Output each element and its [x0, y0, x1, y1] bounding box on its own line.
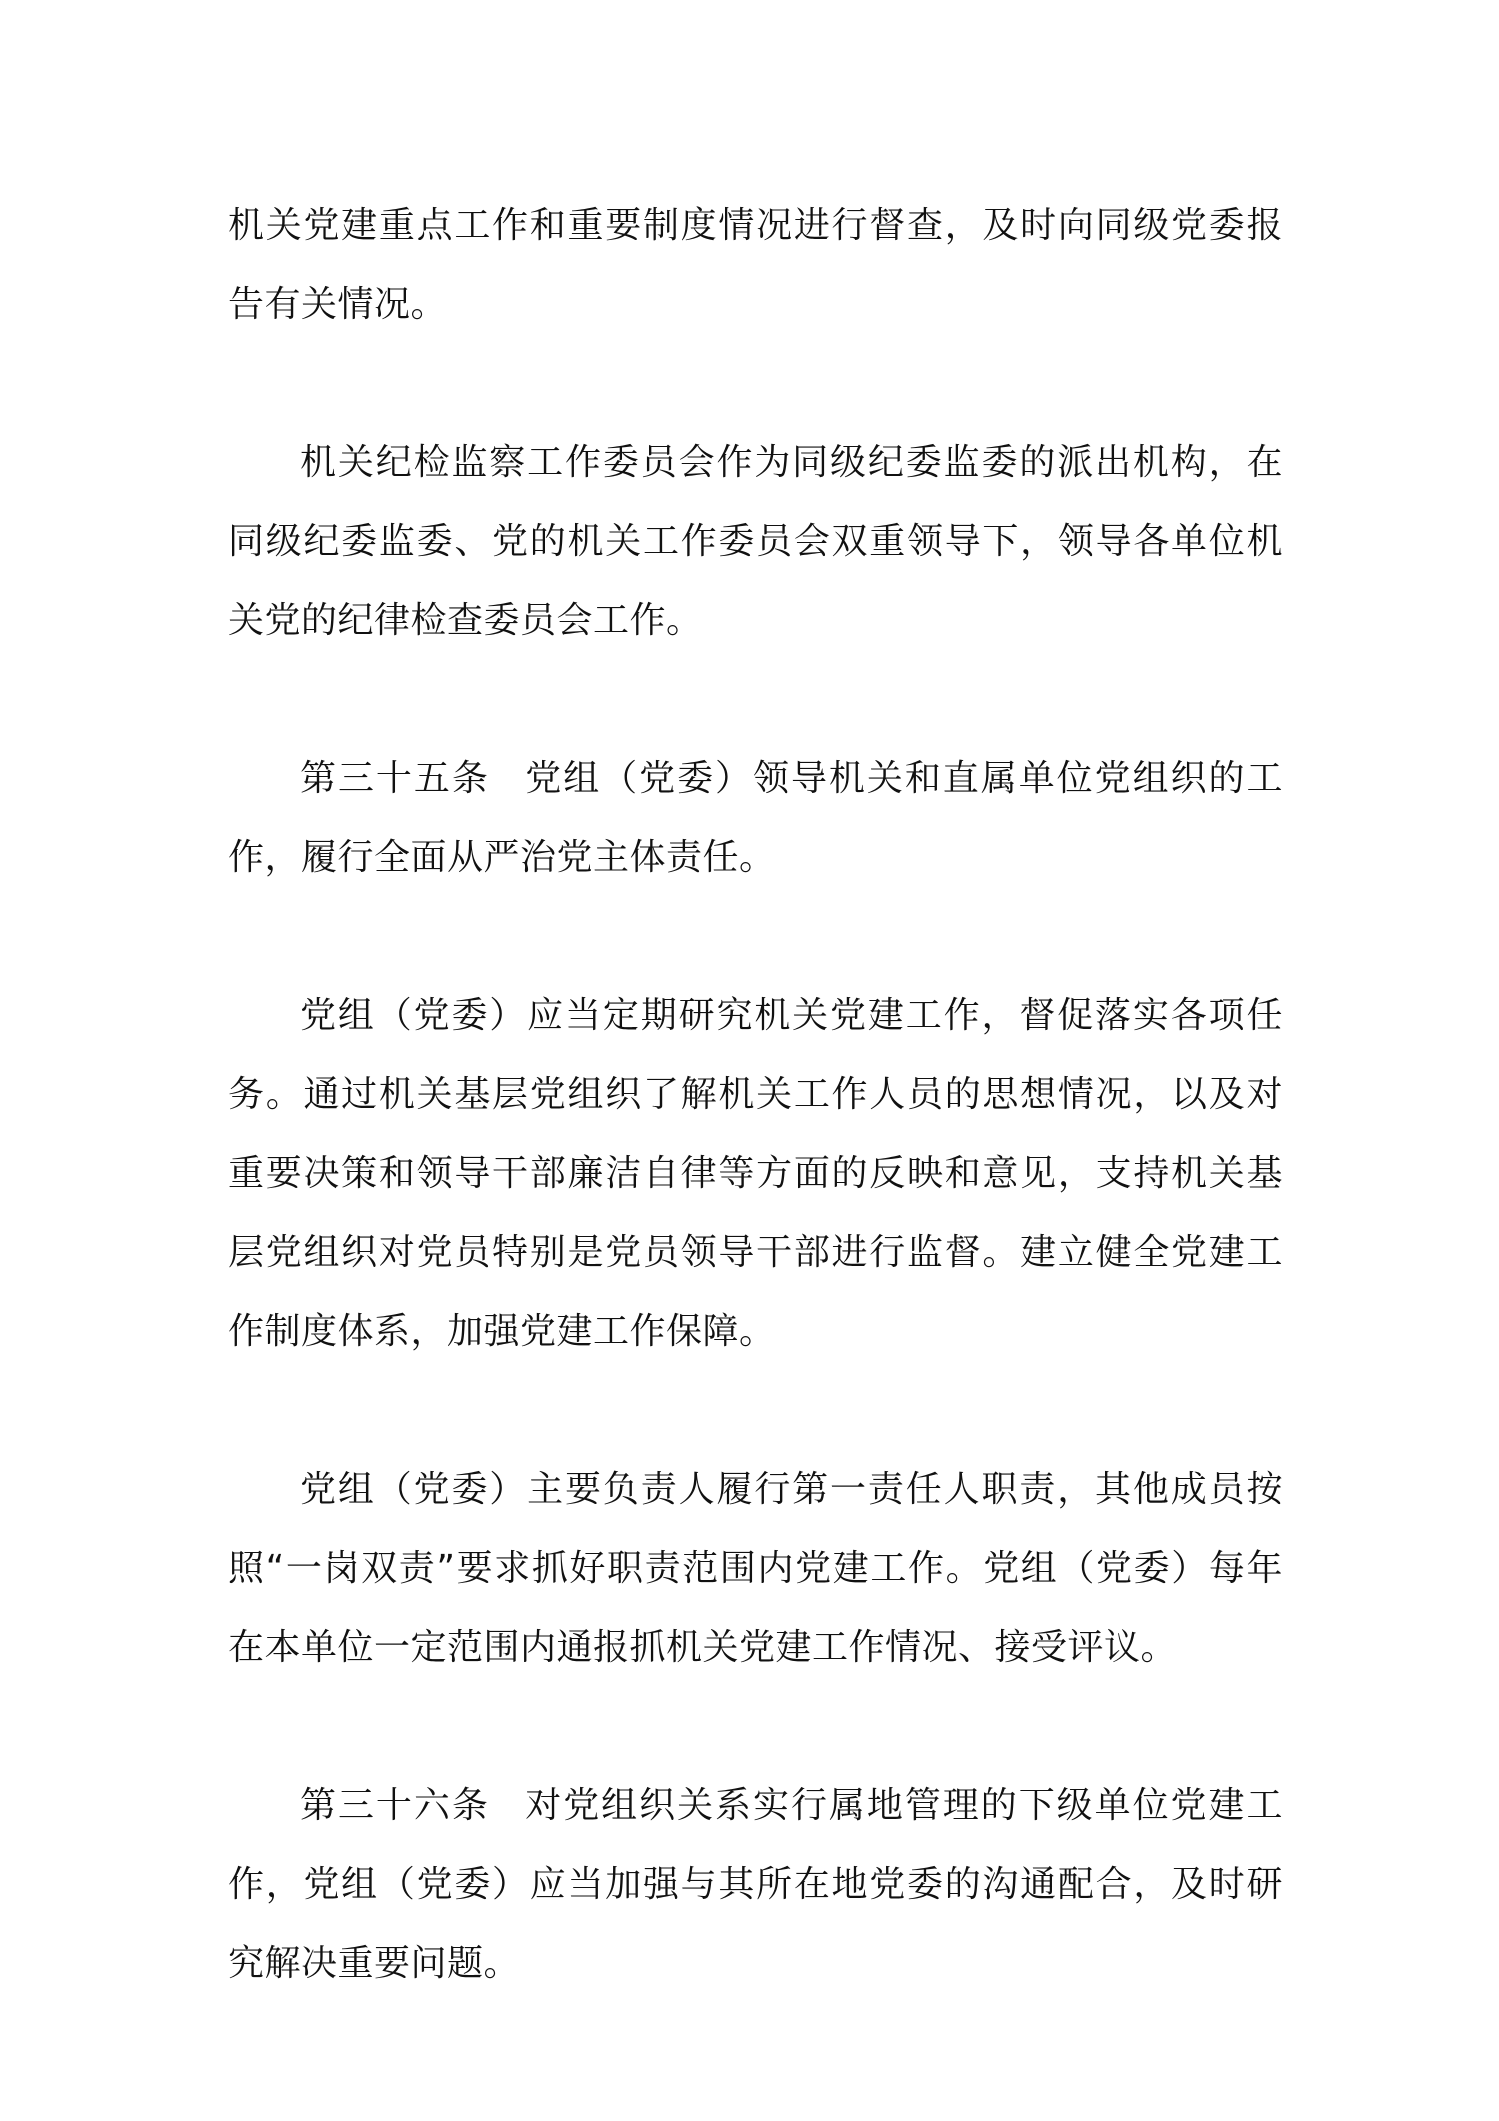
- paragraph-gap: [228, 1687, 1283, 1766]
- paragraph-continuation: [228, 186, 1283, 344]
- document-body: [228, 186, 1283, 2003]
- paragraph-text: 党组（党委）领导机关和直属单位党组织的工作，履行全面从严治党主体责任。: [228, 758, 1283, 878]
- paragraph-gap: [228, 1371, 1283, 1450]
- paragraph-party-group-duties: [228, 976, 1283, 1371]
- paragraph-gap: [228, 344, 1283, 423]
- article-number: 第三十六条: [300, 1785, 490, 1826]
- paragraph-text: 党组（党委）应当定期研究机关党建工作，督促落实各项任务。通过机关基层党组织了解机关工作人员的思想情况，以及对重要决策和领导干部廉洁自律等方面的反映和意见，支持机关基层党组织对党员特别是党员领导干部进行监督。建立健全党建工作制度体系，加强党建工作保障。: [228, 995, 1283, 1352]
- paragraph-text: 对党组织关系实行属地管理的下级单位党建工作，党组（党委）应当加强与其所在地党委的沟通配合，及时研究解决重要问题。: [228, 1785, 1283, 1984]
- article-36-paragraph: [228, 1766, 1283, 2003]
- paragraph-discipline-committee: [228, 423, 1283, 660]
- paragraph-gap: [228, 660, 1283, 739]
- paragraph-text: 机关纪检监察工作委员会作为同级纪委监委的派出机构，在同级纪委监委、党的机关工作委员会双重领导下，领导各单位机关党的纪律检查委员会工作。: [228, 442, 1283, 641]
- paragraph-leader-responsibility: [228, 1450, 1283, 1687]
- paragraph-text: 机关党建重点工作和重要制度情况进行督查，及时向同级党委报告有关情况。: [228, 205, 1283, 325]
- article-number: 第三十五条: [300, 758, 490, 799]
- article-35-paragraph: [228, 739, 1283, 897]
- paragraph-text: 党组（党委）主要负责人履行第一责任人职责，其他成员按照“一岗双责”要求抓好职责范围内党建工作。党组（党委）每年在本单位一定范围内通报抓机关党建工作情况、接受评议。: [228, 1469, 1283, 1668]
- paragraph-gap: [228, 897, 1283, 976]
